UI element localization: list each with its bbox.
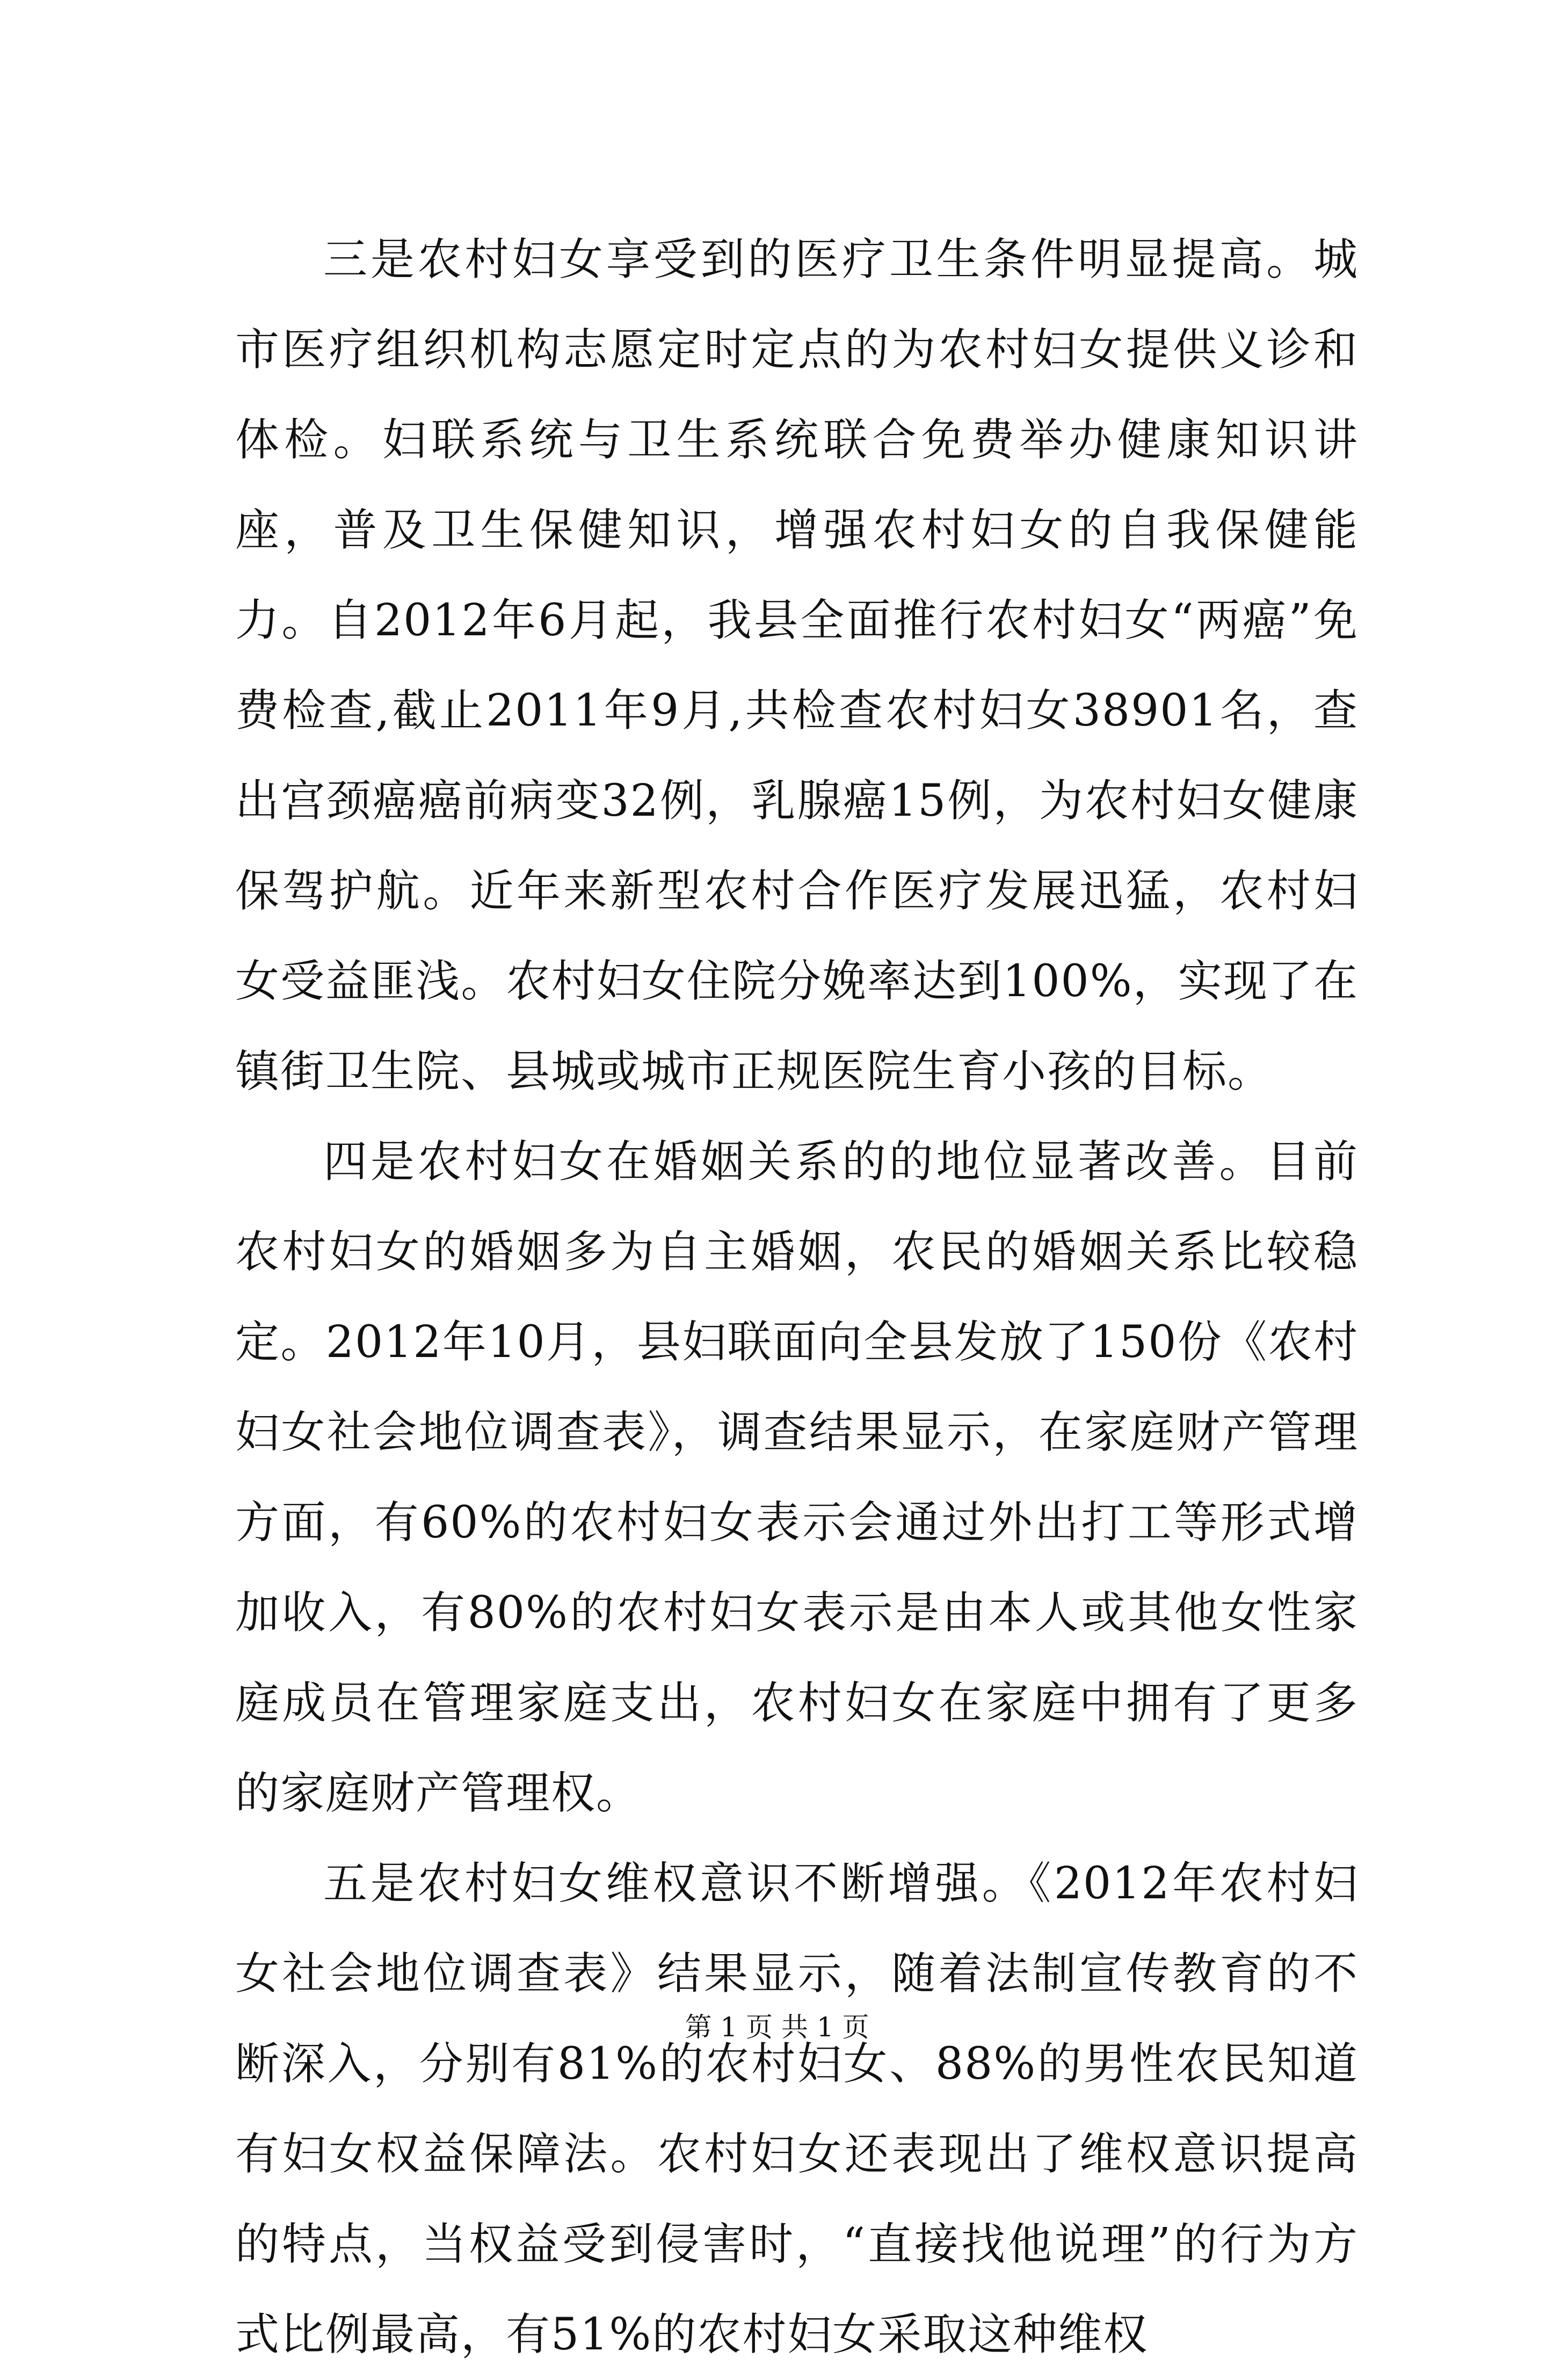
page-number: 第 1 页 共 1 页 (685, 2012, 869, 2043)
paragraph-rights: 五是农村妇女维权意识不断增强。《2012年农村妇女社会地位调查表》结果显示，随着法制宣传教育的不断深入，分别有81%的农村妇女、88%的男性农民知道有妇女权益保障法。农村妇女还表现出了维权意识提高的特点，当权益受到侵害时，“直接找他说理”的行为方式比例最高，有51%的农村妇女采取这种维权 (235, 1858, 1359, 2360)
document-body (235, 215, 1359, 2380)
page-footer (0, 2008, 1554, 2046)
paragraph-marriage: 四是农村妇女在婚姻关系的的地位显著改善。目前农村妇女的婚姻多为自主婚姻，农民的婚姻关系比较稳定。2012年10月，县妇联面向全县发放了150份《农村妇女社会地位调查表》，调查结果显示，在家庭财产管理方面，有60%的农村妇女表示会通过外出打工等形式增加收入，有80%的农村妇女表示是由本人或其他女性家庭成员在管理家庭支出，农村妇女在家庭中拥有了更多的家庭财产管理权。 (235, 1136, 1359, 1819)
paragraph-medical: 三是农村妇女享受到的医疗卫生条件明显提高。城市医疗组织机构志愿定时定点的为农村妇女提供义诊和体检。妇联系统与卫生系统联合免费举办健康知识讲座，普及卫生保健知识，增强农村妇女的自我保健能力。自2012年6月起，我县全面推行农村妇女“两癌”免费检查,截止2011年9月,共检查农村妇女38901名，查出宫颈癌癌前病变32例，乳腺癌15例，为农村妇女健康保驾护航。近年来新型农村合作医疗发展迅猛，农村妇女受益匪浅。农村妇女住院分娩率达到100%，实现了在镇街卫生院、县城或城市正规医院生育小孩的目标。 (235, 234, 1359, 1097)
